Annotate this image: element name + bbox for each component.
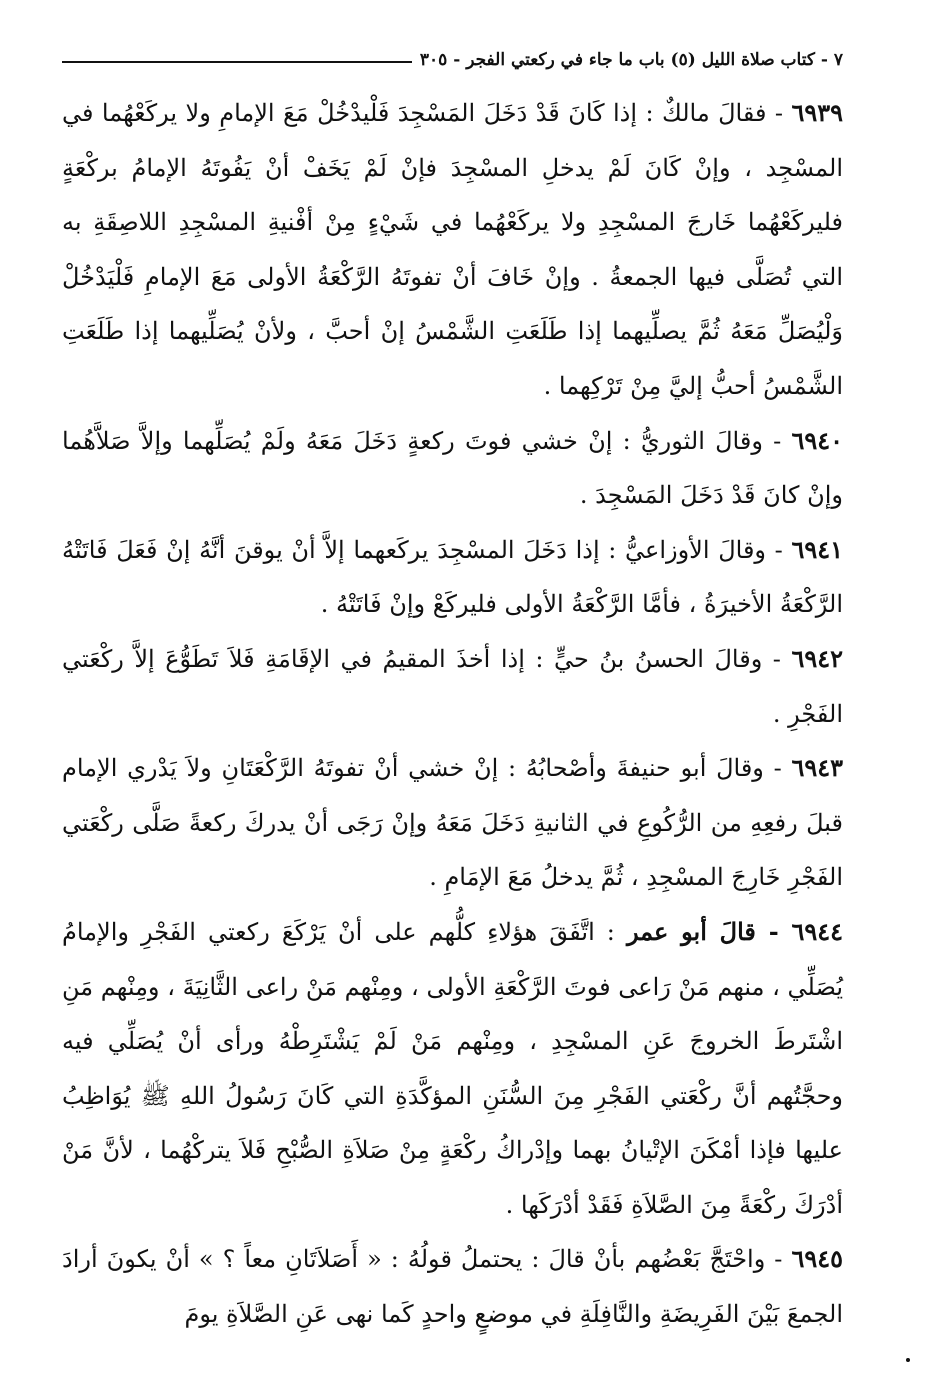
paragraph-text: - وقالَ الأوزاعيُّ : إذا دَخَلَ المسْجِدَ يركَعهما إلاَّ أنْ يوقنَ أنَّهُ إنْ فَعَلَ فَاتَتْهُ الرَّكْعَةُ الأخيرَةُ ، فأمَّا الرَّكْعَةُ الأولى فليركَعْ وإنْ فَاتَتْهُ . [62, 535, 843, 619]
paragraph-6941 [62, 523, 843, 632]
scan-speck [906, 1358, 910, 1362]
paragraph-number: ٦٩٤٠ [791, 425, 843, 455]
paragraph-text: - واحْتَجَّ بَعْضُهم بأنْ قالَ : يحتملُ قولُهُ : « أَصَلاَتَانِ معاً ؟ » أنْ يكونَ أرادَ الجمعَ بَيْنَ الفَرِيضَةِ والنَّافِلَةِ في موضعٍ واحدٍ كَما نهى عَنِ الصَّلاَةِ يومَ [62, 1245, 843, 1329]
paragraph-number: ٦٩٤٢ [791, 643, 843, 673]
paragraph-number: ٦٩٤٣ [791, 753, 843, 783]
paragraph-text: - وقالَ الثوريُّ : إنْ خشي فوتَ ركعةٍ دَخَلَ مَعَهُ ولَمْ يُصَلِّهما وإلاَّ صَلاَّهُما وإنْ كانَ قَدْ دَخَلَ المَسْجِدَ . [62, 426, 843, 510]
paragraph-lead: - قالَ أبو عمر [626, 916, 792, 946]
paragraph-text: - وقالَ أبو حنيفةَ وأصْحابُهُ : إنْ خشي أنْ تفوتَهُ الرَّكْعَتَانِ ولاَ يَدْري الإمام قبلَ رفعِهِ من الرُّكُوعِ في الثانيةِ دَخَلَ مَعَهُ وإنْ رَجَى أنْ يدركَ ركعةً صَلَّى ركْعَتي الفَجْرِ خَارِجَ المسْجِدِ ، ثُمَّ يدخلُ مَعَ الإمَامِ . [62, 754, 843, 892]
paragraph-6940 [62, 414, 843, 523]
paragraph-number: ٦٩٤١ [791, 534, 844, 564]
paragraph-6943 [62, 741, 843, 905]
paragraph-text: - وقالَ الحسنُ بنُ حيٍّ : إذا أخذَ المقيمُ في الإقَامَةِ فَلاَ تَطَوُّعَ إلاَّ ركْعَتي الفَجْرِ . [62, 644, 843, 728]
paragraph-number: ٦٩٤٤ [791, 916, 843, 946]
paragraph-text: - فقالَ مالكٌ : إذا كَانَ قَدْ دَخَلَ المَسْجِدَ فَلْيدْخُلْ مَعَ الإمامِ ولا يركَعْهُما في المسْجِد ، وإنْ كَانَ لَمْ يدخلِ المسْجِدَ فإنْ لَمْ يَخَفْ أنْ يَفُوتَهُ الإمامُ بركْعَةٍ فليركَعْهُما خَارجَ المسْجِدِ ولا يركَعْهُما في شَيْءٍ مِنْ أفْنيةِ المسْجِدِ اللاصِقَةِ به التي تُصَلَّى فيها الجمعةُ . وإنْ خَافَ أنْ تفوتَهُ الرَّكْعَةُ الأولى مَعَ الإمامِ فَلْيَدْخُلْ وَلْيُصَلِّ مَعَهُ ثُمَّ يصلِّيهما إذا طَلَعَتِ الشَّمْسُ إنْ أحبَّ ، ولأنْ يُصَلِّيهما إذا طَلَعَتِ الشَّمْسُ أحبُّ إليَّ مِنْ تَرْكِهما . [62, 99, 843, 400]
paragraph-number: ٦٩٣٩ [791, 98, 843, 127]
paragraph-text: : اتَّفَقَ هؤلاءِ كلُّهم على أنْ يَرْكَعَ ركعتي الفَجْرِ والإمامُ يُصَلِّي ، منهم مَنْ رَاعى فوتَ الرَّكْعَةِ الأولى ، ومِنْهم مَنْ راعى الثَّانِيَةَ ، ومِنْهم مَنِ اشْتَرطَ الخروجَ عَنِ المسْجِدِ ، ومِنْهم مَنْ لَمْ يَشْتَرِطْهُ ورأى أنْ يُصَلِّي فيه وحجَّتُهم أنَّ ركْعَتي الفَجْرِ مِنَ السُّنَنِ المؤكَّدَةِ التي كَانَ رَسُولُ اللهِ ﷺ يُوَاظِبُ عليها فإذا أمْكَنَ الإتْيانُ بهما وإدْراكُ ركْعَةٍ مِنْ صَلاَةِ الصُّبْحِ فَلاَ يتركْهُما ، لأنَّ مَنْ أدْرَكَ ركْعَةً مِنَ الصَّلاَةِ فَقَدْ أدْرَكَها . [62, 917, 843, 1219]
paragraph-6944 [62, 905, 843, 1233]
header-rule [62, 61, 412, 63]
paragraph-number: ٦٩٤٥ [791, 1244, 843, 1274]
running-header [62, 36, 843, 70]
paragraph-6939 [62, 86, 843, 414]
running-title: ٧ - كتاب صلاة الليل (٥) باب ما جاء في ركعتي الفجر - ٣٠٥ [419, 50, 843, 70]
paragraph-6945 [62, 1232, 843, 1341]
body-text [62, 86, 843, 1342]
paragraph-6942 [62, 632, 843, 741]
